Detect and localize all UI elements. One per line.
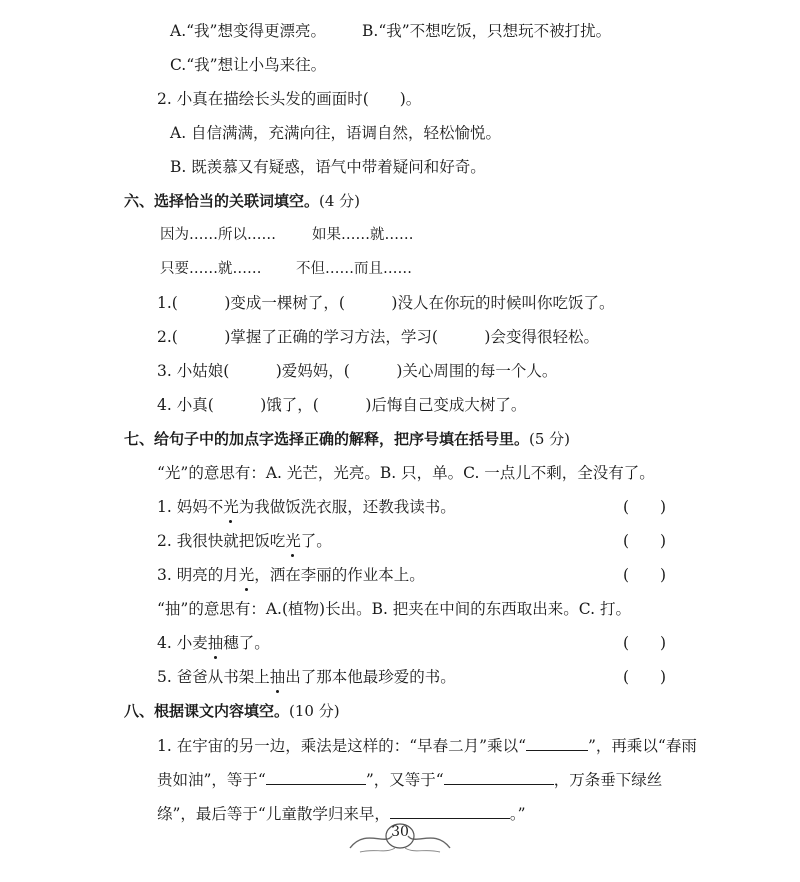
fill-text: 1. 在宇宙的另一边，乘法是这样的：“早春二月”乘以“ bbox=[157, 737, 526, 755]
q1-option-a: A.“我”想变得更漂亮。 bbox=[170, 22, 326, 40]
fill-text: ，万条垂下绿丝 bbox=[553, 771, 663, 789]
section8-heading bbox=[124, 700, 340, 722]
dotted-character: 光 bbox=[238, 566, 255, 584]
guang-definitions: “光”的意思有：A. 光芒，光亮。B. 只，单。C. 一点儿不剩，全没有了。 bbox=[157, 464, 655, 482]
section8-title: 八、根据课文内容填空。 bbox=[124, 702, 290, 720]
fill-text: 绦”，最后等于“儿童散学归来早， bbox=[157, 805, 390, 823]
conjunction-pair-3: 只要……就…… bbox=[160, 261, 262, 277]
item-text: 穗了。 bbox=[223, 634, 270, 652]
section7-item-5 bbox=[157, 666, 456, 688]
fill-text: 贵如油”，等于“ bbox=[157, 771, 266, 789]
chou-definitions: “抽”的意思有：A.(植物)长出。B. 把夹在中间的东西取出来。C. 打。 bbox=[157, 600, 631, 618]
section8-line-2 bbox=[157, 768, 662, 791]
conjunction-pair-1: 因为……所以…… bbox=[160, 227, 276, 243]
answer-parenthesis-1[interactable]: ( ) bbox=[623, 498, 667, 516]
conjunction-pair-4: 不但……而且…… bbox=[296, 261, 412, 277]
section7-item-2 bbox=[157, 530, 332, 552]
section7-item-1 bbox=[157, 496, 456, 518]
conjunction-pair-2: 如果……就…… bbox=[312, 227, 414, 243]
section6-item-1: 1.( )变成一棵树了，( )没人在你玩的时候叫你吃饭了。 bbox=[157, 294, 615, 312]
fill-blank-3[interactable] bbox=[444, 768, 554, 785]
section6-title: 六、选择恰当的关联词填空。 bbox=[124, 192, 320, 210]
fill-text: ”，又等于“ bbox=[365, 771, 444, 789]
dotted-character: 抽 bbox=[269, 668, 286, 686]
dotted-character: 抽 bbox=[207, 634, 224, 652]
dotted-character: 光 bbox=[285, 532, 301, 550]
section6-item-4: 4. 小真( )饿了，( )后悔自己变成大树了。 bbox=[157, 396, 527, 414]
q2-stem: 2. 小真在描绘长头发的画面时( )。 bbox=[157, 90, 422, 108]
answer-parenthesis-4[interactable]: ( ) bbox=[623, 634, 667, 652]
item-text: 出了那本他最珍爱的书。 bbox=[285, 668, 456, 686]
q1-option-c: C.“我”想让小鸟来往。 bbox=[170, 56, 327, 74]
dotted-character: 光 bbox=[223, 498, 239, 516]
fill-blank-1[interactable] bbox=[526, 734, 588, 751]
section6-heading bbox=[124, 190, 360, 212]
section7-points: (5 分) bbox=[529, 430, 571, 448]
item-text: 了。 bbox=[300, 532, 332, 550]
item-text: 3. 明亮的月 bbox=[157, 566, 239, 584]
item-text: 2. 我很快就把饭吃 bbox=[157, 532, 286, 550]
item-text: 为我做饭洗衣服，还教我读书。 bbox=[238, 498, 456, 516]
q1-option-b: B.“我”不想吃饭，只想玩不被打扰。 bbox=[362, 22, 612, 40]
item-text: 5. 爸爸从书架上 bbox=[157, 668, 270, 686]
section7-heading bbox=[124, 428, 570, 450]
section8-points: (10 分) bbox=[289, 702, 340, 720]
item-text: 4. 小麦 bbox=[157, 634, 208, 652]
answer-parenthesis-5[interactable]: ( ) bbox=[623, 668, 667, 686]
section7-title: 七、给句子中的加点字选择正确的解释，把序号填在括号里。 bbox=[124, 430, 530, 448]
q2-option-a: A. 自信满满，充满向往，语调自然，轻松愉悦。 bbox=[170, 124, 502, 142]
fill-text: 。” bbox=[509, 805, 526, 823]
section6-points: (4 分) bbox=[319, 192, 361, 210]
section6-item-3: 3. 小姑娘( )爱妈妈，( )关心周围的每一个人。 bbox=[157, 362, 558, 380]
item-text: 1. 妈妈不 bbox=[157, 498, 224, 516]
q2-option-b: B. 既羡慕又有疑惑，语气中带着疑问和好奇。 bbox=[170, 158, 486, 176]
section7-item-3 bbox=[157, 564, 425, 586]
fill-blank-2[interactable] bbox=[266, 768, 366, 785]
section6-item-2: 2.( )掌握了正确的学习方法，学习( )会变得很轻松。 bbox=[157, 328, 599, 346]
fill-blank-4[interactable] bbox=[390, 802, 510, 819]
page-number: 30 bbox=[391, 824, 409, 840]
answer-parenthesis-3[interactable]: ( ) bbox=[623, 566, 667, 584]
page-footer bbox=[340, 818, 460, 858]
item-text: ，洒在李丽的作业本上。 bbox=[254, 566, 425, 584]
fill-text: ”，再乘以“春雨 bbox=[588, 737, 697, 755]
answer-parenthesis-2[interactable]: ( ) bbox=[623, 532, 667, 550]
section7-item-4 bbox=[157, 632, 270, 654]
section8-line-1 bbox=[157, 734, 697, 757]
